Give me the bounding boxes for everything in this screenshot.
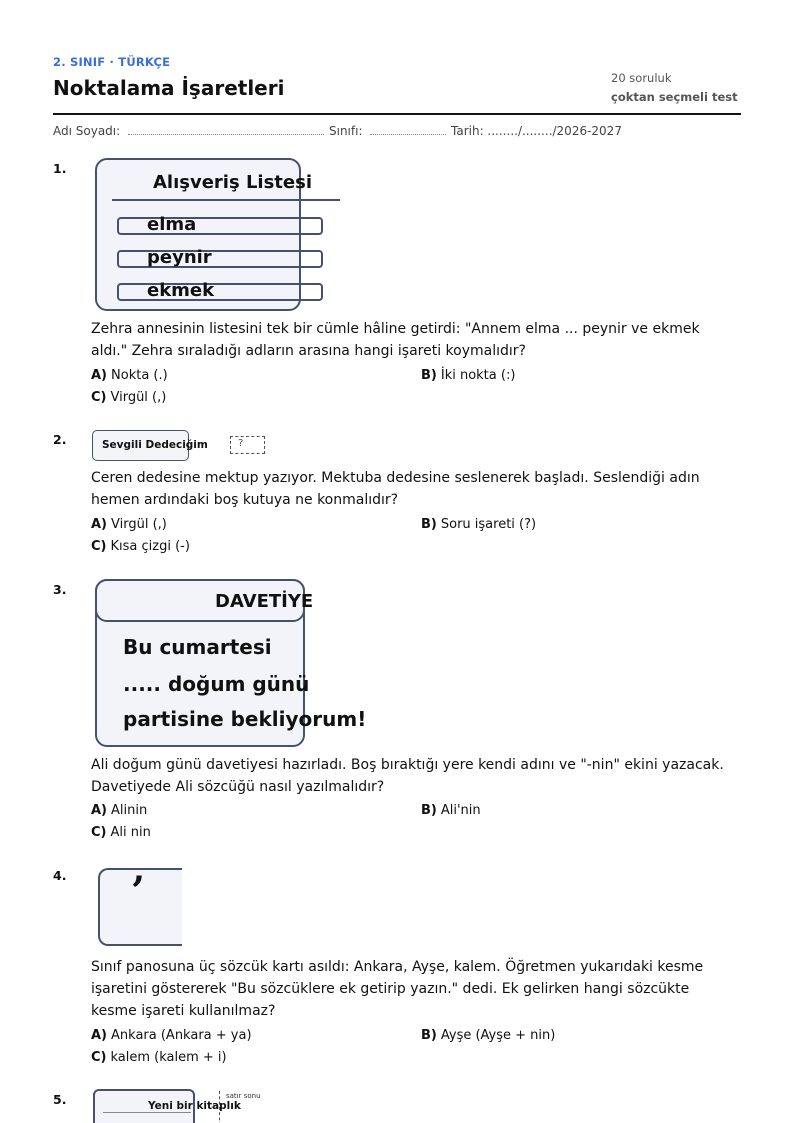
question-number: 5. — [53, 1092, 67, 1107]
question-text: Ceren dedesine mektup yazıyor. Mektuba dedesine seslenerek başladı. Seslendiği adın hemen ardındaki boş kutuya ne konmalıdır? — [91, 470, 700, 508]
question-number: 3. — [53, 582, 67, 597]
class-field[interactable] — [329, 124, 446, 138]
option-text: Kısa çizgi (-) — [110, 539, 190, 554]
option-a[interactable] — [91, 517, 167, 532]
invitation-heading: DAVETİYE — [215, 591, 314, 612]
writing-line — [103, 1112, 191, 1113]
test-type: çoktan seçmeli test — [611, 90, 738, 104]
class-blank[interactable] — [370, 125, 446, 135]
option-a[interactable] — [91, 1028, 252, 1043]
page-title: Noktalama İşaretleri — [53, 76, 285, 100]
option-b[interactable] — [421, 368, 515, 383]
option-letter: A) — [91, 803, 108, 818]
option-a[interactable] — [91, 368, 168, 383]
shopping-list-heading: Alışveriş Listesi — [153, 172, 313, 193]
empty-answer-box[interactable] — [230, 436, 265, 454]
invitation-line: partisine bekliyorum! — [123, 707, 367, 731]
option-letter: A) — [91, 368, 108, 383]
option-text: Ankara (Ankara + ya) — [111, 1028, 252, 1043]
question-number: 4. — [53, 868, 67, 883]
class-label: Sınıfı: — [329, 124, 363, 138]
option-b[interactable] — [421, 803, 481, 818]
name-field[interactable] — [53, 124, 324, 138]
subject-label: 2. SINIF · TÜRKÇE — [53, 55, 171, 69]
apostrophe-mark: ’ — [131, 868, 145, 915]
option-text: Alinin — [111, 803, 148, 818]
option-b[interactable] — [421, 1028, 555, 1043]
sentence-text: Yeni bir kitaplık — [148, 1100, 241, 1112]
line-end-label: satır sonu — [226, 1092, 261, 1100]
worksheet-header — [53, 0, 741, 115]
option-letter: B) — [421, 368, 437, 383]
option-text: Nokta (.) — [111, 368, 168, 383]
option-letter: B) — [421, 1028, 437, 1043]
heading-underline — [112, 199, 340, 201]
question-1 — [53, 158, 741, 408]
invitation-line: ..... doğum günü — [123, 672, 310, 696]
option-letter: B) — [421, 803, 437, 818]
option-letter: C) — [91, 390, 107, 405]
date-field[interactable]: Tarih: ......../......../2026-2027 — [451, 124, 622, 138]
greeting-text: Sevgili Dedeciğim — [102, 439, 208, 451]
option-c[interactable] — [91, 539, 190, 554]
option-b[interactable] — [421, 517, 536, 532]
placeholder-question-mark: ? — [238, 438, 244, 449]
option-text: Virgül (,) — [111, 517, 167, 532]
line-end-marker — [219, 1091, 220, 1123]
question-text: Ali doğum günü davetiyesi hazırladı. Boş bıraktığı yere kendi adını ve "-nin" ekini yazacak. Davetiyede Ali sözcüğü nasıl yazılmalıdır? — [91, 757, 724, 795]
question-5 — [53, 1089, 741, 1123]
option-a[interactable] — [91, 803, 147, 818]
option-letter: C) — [91, 1050, 107, 1065]
option-text: kalem (kalem + i) — [110, 1050, 227, 1065]
option-text: Ayşe (Ayşe + nin) — [440, 1028, 556, 1043]
invitation-line: Bu cumartesi — [123, 635, 272, 659]
option-letter: C) — [91, 825, 107, 840]
option-text: Ali nin — [110, 825, 151, 840]
list-item: ekmek — [147, 280, 215, 301]
question-number: 1. — [53, 161, 67, 176]
question-3 — [53, 579, 741, 845]
option-text: Virgül (,) — [110, 390, 167, 405]
list-item: elma — [147, 214, 197, 235]
question-text: Sınıf panosuna üç sözcük kartı asıldı: Ankara, Ayşe, kalem. Öğretmen yukarıdaki kesme işaretini göstererek "Bu sözcüklere ek getirip yazın." dedi. Ek gelirken hangi sözcükte kesme işareti kullanılmaz? — [91, 959, 704, 1019]
option-letter: A) — [91, 1028, 108, 1043]
list-item: peynir — [147, 247, 212, 268]
option-c[interactable] — [91, 825, 151, 840]
question-number: 2. — [53, 432, 67, 447]
option-text: Soru işareti (?) — [440, 517, 537, 532]
option-text: İki nokta (:) — [440, 368, 516, 383]
option-c[interactable] — [91, 390, 166, 405]
option-letter: C) — [91, 539, 107, 554]
option-text: Ali'nin — [440, 803, 481, 818]
option-letter: B) — [421, 517, 437, 532]
name-blank[interactable] — [128, 125, 324, 135]
name-label: Adı Soyadı: — [53, 124, 121, 138]
question-2 — [53, 430, 741, 560]
option-letter: A) — [91, 517, 108, 532]
question-count: 20 soruluk — [611, 71, 672, 85]
question-text: Zehra annesinin listesini tek bir cümle hâline getirdi: "Annem elma ... peynir ve ekmek aldı." Zehra sıraladığı adların arasına hangi işareti koymalıdır? — [91, 321, 700, 359]
question-4 — [53, 866, 741, 1072]
option-c[interactable] — [91, 1050, 227, 1065]
